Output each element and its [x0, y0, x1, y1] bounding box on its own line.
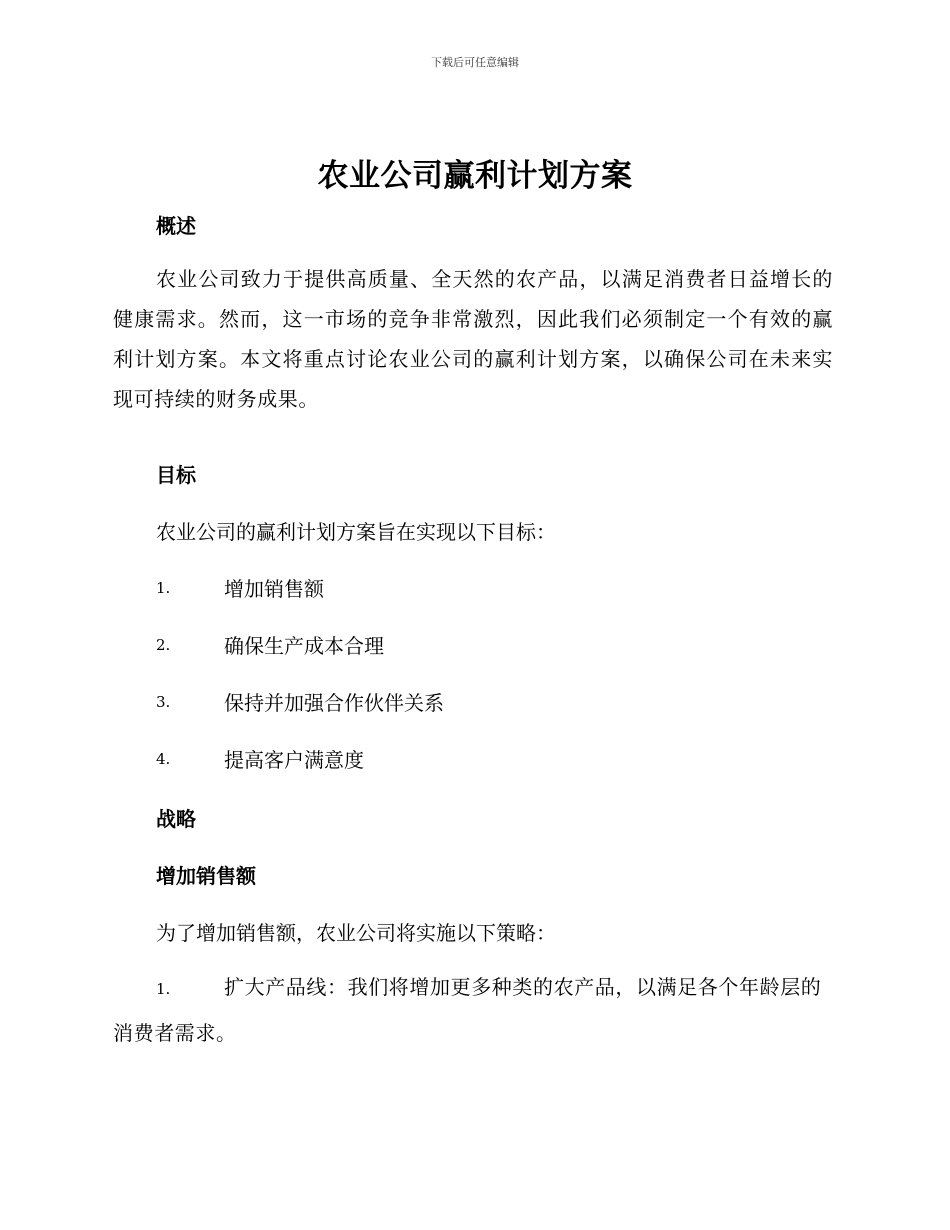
overview-heading: 概述	[156, 214, 196, 238]
goal-text: 保持并加强合作伙伴关系	[224, 691, 444, 715]
sales-intro: 为了增加销售额，农业公司将实施以下策略：	[156, 921, 556, 945]
goals-intro: 农业公司的赢利计划方案旨在实现以下目标：	[156, 520, 556, 544]
goal-number: 4.	[156, 750, 171, 768]
goal-number: 1.	[156, 579, 171, 597]
sales-heading: 增加销售额	[156, 864, 256, 888]
strategy-heading: 战略	[156, 807, 196, 831]
header-note: 下载后可任意编辑	[431, 56, 519, 69]
sales-item-text: 扩大产品线：我们将增加更多种类的农产品，以满足各个年龄层的消费者需求。	[113, 975, 822, 1045]
goals-heading: 目标	[156, 463, 196, 487]
sales-item-number: 1.	[156, 980, 171, 998]
overview-paragraph: 农业公司致力于提供高质量、全天然的农产品，以满足消费者日益增长的健康需求。然而，这一市场的竞争非常激烈，因此我们必须制定一个有效的赢利计划方案。本文将重点讨论农业公司的赢利计划方案，以确保公司在未来实现可持续的财务成果。	[113, 267, 833, 411]
goal-text: 增加销售额	[224, 577, 324, 601]
goal-text: 确保生产成本合理	[224, 634, 384, 658]
goal-number: 3.	[156, 693, 171, 711]
document-title: 农业公司赢利计划方案	[317, 158, 633, 194]
goal-text: 提高客户满意度	[224, 748, 364, 772]
sales-item	[113, 965, 833, 1055]
goal-number: 2.	[156, 636, 171, 654]
